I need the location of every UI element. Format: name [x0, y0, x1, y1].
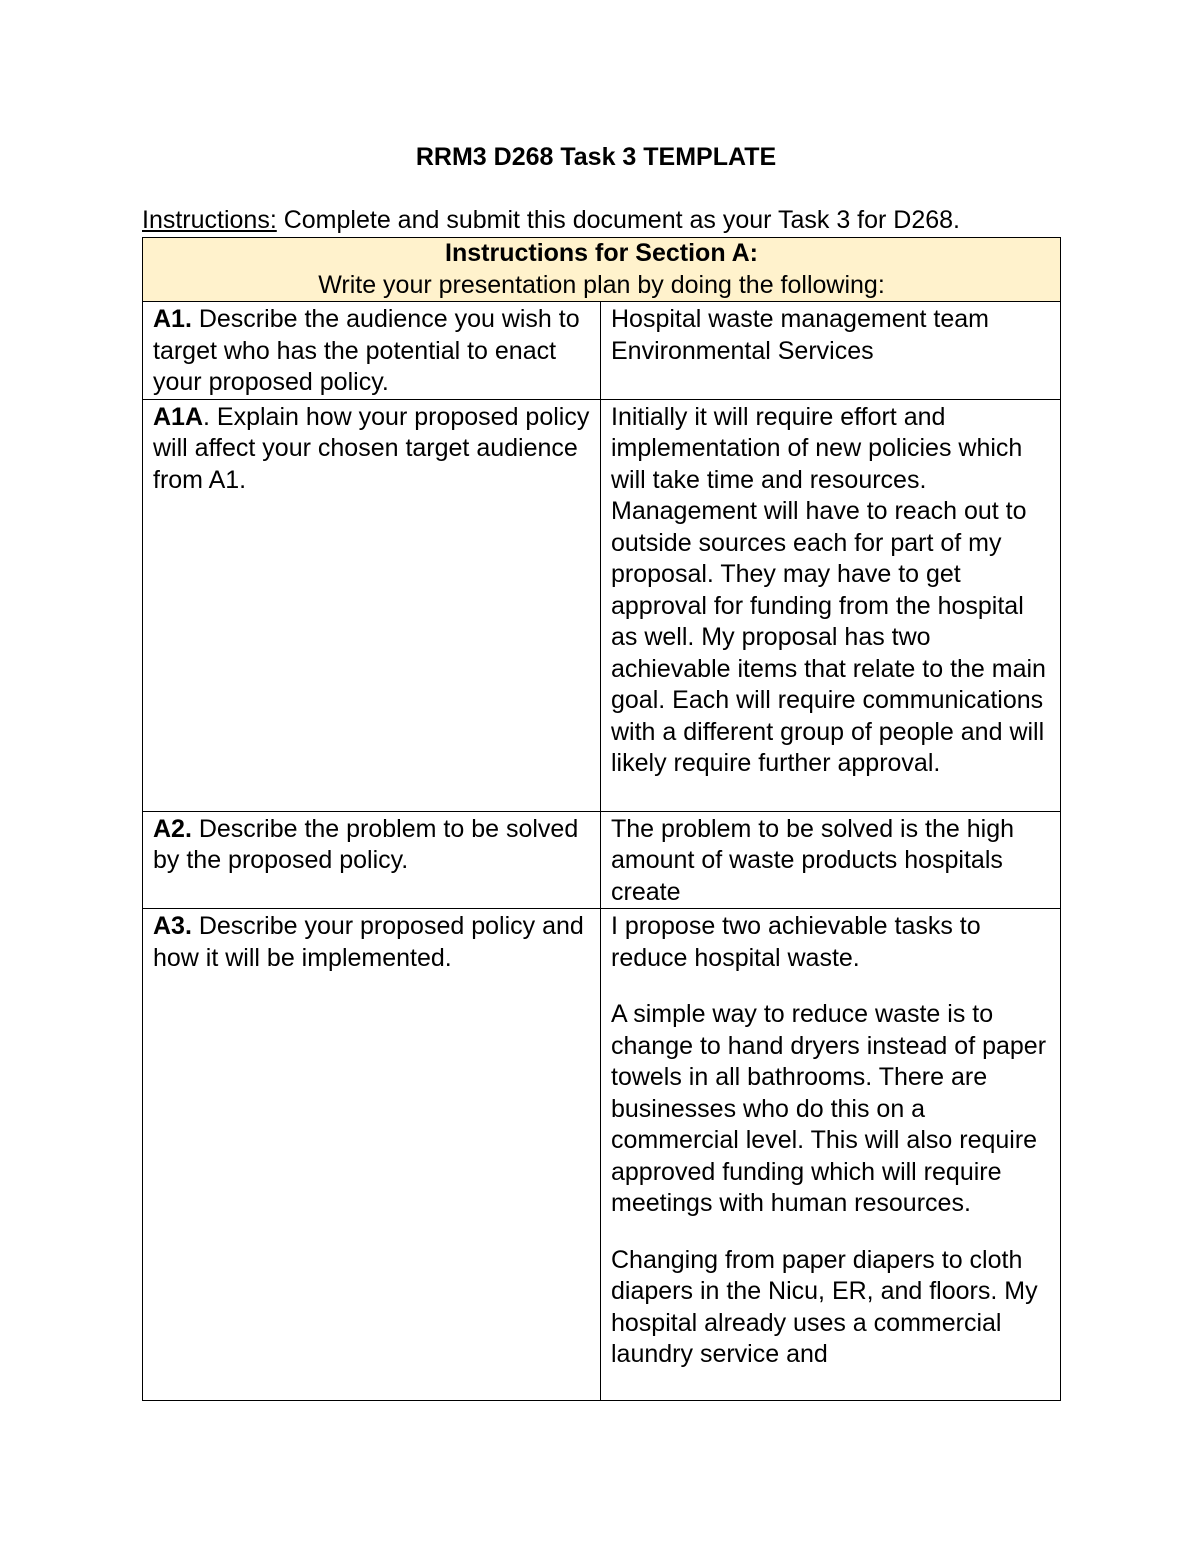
row-prompt: Describe the audience you wish to target who has the potential to enact your proposed policy. — [153, 305, 580, 396]
response-paragraph: The problem to be solved is the high amount of waste products hospitals create — [611, 814, 1015, 906]
response-cell-a2 — [601, 811, 1061, 909]
instructions-text: Complete and submit this document as your Task 3 for D268. — [276, 206, 960, 234]
paragraph-spacer — [611, 1220, 1052, 1245]
row-label: A1. — [153, 305, 192, 333]
prompt-cell-a1a — [143, 399, 601, 811]
prompt-cell-a2 — [143, 811, 601, 909]
instructions-label: Instructions: — [142, 206, 277, 234]
table-row — [143, 909, 1061, 1401]
row-prompt: Describe your proposed policy and how it will be implemented. — [153, 912, 584, 972]
document-title: RRM3 D268 Task 3 TEMPLATE — [415, 143, 777, 171]
paragraph-spacer — [611, 974, 1052, 999]
response-paragraph: I propose two achievable tasks to reduce hospital waste. — [611, 912, 981, 972]
response-paragraph: Initially it will require effort and implementation of new policies which will take time and resources. Management will have to reach out to outside sources each for part of my proposal. They may have to get approval for funding from the hospital as well. My proposal has two achievable items that relate to the main goal. Each will require communications with a different group of people and will likely require further approval. — [611, 402, 1046, 777]
response-line: Environmental Services — [611, 336, 874, 365]
prompt-cell-a1 — [143, 302, 601, 400]
response-cell-a1 — [601, 302, 1061, 400]
response-line: Hospital waste management team — [611, 305, 989, 333]
section-a-header-title: Instructions for Section A: — [445, 239, 758, 267]
response-cell-a3 — [601, 909, 1061, 1401]
section-a-header-row — [143, 238, 1061, 302]
row-label: A3. — [153, 912, 192, 940]
instructions-line — [142, 204, 960, 236]
prompt-cell-a3 — [143, 909, 601, 1401]
table-row — [143, 811, 1061, 909]
table-row — [143, 399, 1061, 811]
response-cell-a1a — [601, 399, 1061, 811]
section-a-table — [142, 237, 1061, 1401]
response-paragraph: Changing from paper diapers to cloth diapers in the Nicu, ER, and floors. My hospital already uses a commercial laundry service and — [611, 1245, 1038, 1368]
row-label: A1A — [153, 402, 204, 431]
table-row — [143, 302, 1061, 400]
section-a-header-cell — [143, 238, 1061, 302]
row-prompt: . Explain how your proposed policy will affect your chosen target audience from A1. — [153, 402, 590, 494]
section-a-header-subtitle: Write your presentation plan by doing the following: — [318, 270, 885, 299]
row-prompt: Describe the problem to be solved by the proposed policy. — [153, 814, 579, 874]
row-label: A2. — [153, 814, 192, 843]
response-paragraph: A simple way to reduce waste is to change to hand dryers instead of paper towels in all bathrooms. There are businesses who do this on a commercial level. This will also require approved funding which will require meetings with human resources. — [611, 1000, 1047, 1217]
